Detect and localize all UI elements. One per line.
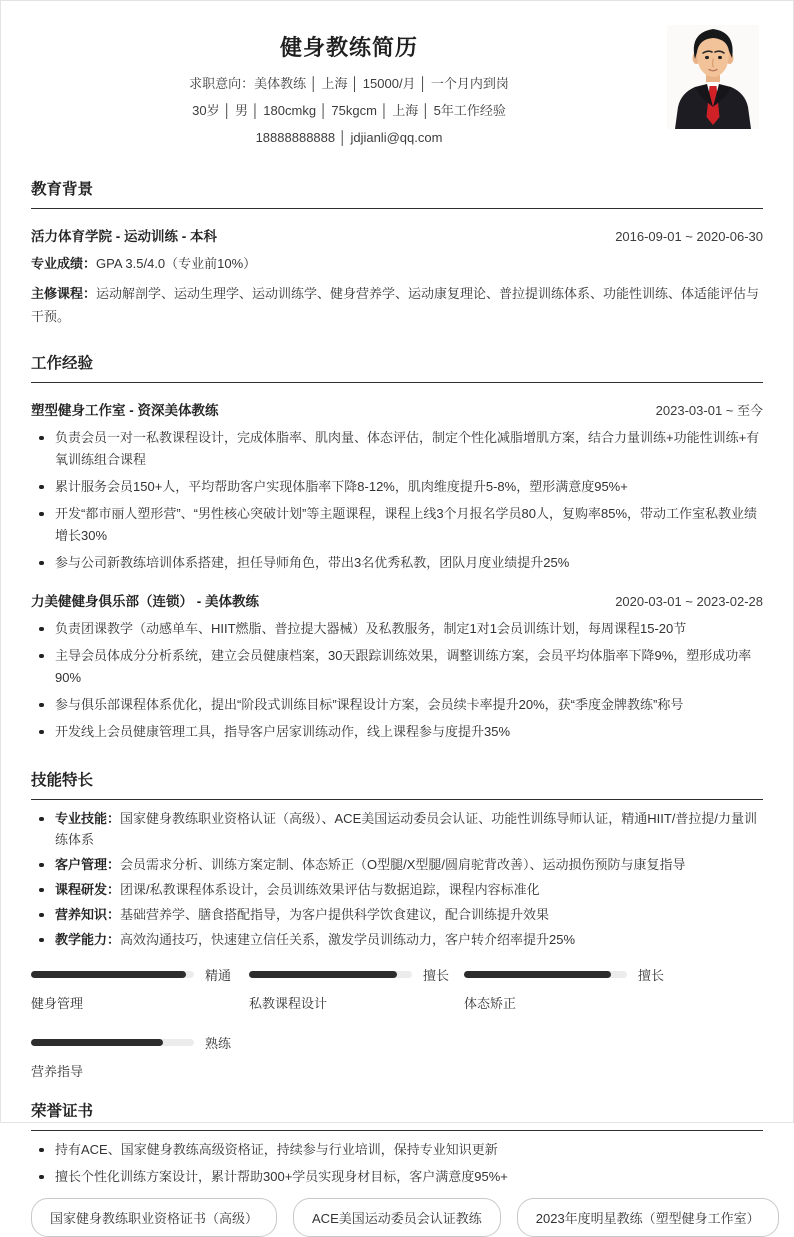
skill-bar-track (31, 1039, 194, 1046)
job-entry-head (31, 399, 763, 419)
education-entry-head (31, 225, 763, 245)
section-education (31, 177, 763, 328)
skill-bar-row (249, 965, 464, 984)
job-bullet: 主导会员体成分分析系统，建立会员健康档案，30天跟踪训练效果，调整训练方案，会员平均体脂率下降9%，塑形成功率90% (31, 645, 763, 689)
skill-bar-track (31, 971, 194, 978)
section-skills (31, 768, 763, 1080)
certificate-tag: ACE美国运动委员会认证教练 (293, 1198, 501, 1237)
certificate-tag: 2023年度明星教练（塑型健身工作室） (517, 1198, 779, 1237)
job-title: 塑型健身工作室 - 资深美体教练 (31, 403, 219, 418)
skill-bar-name: 健身管理 (31, 996, 84, 1011)
skill-bar-fill (31, 971, 186, 978)
page-title: 健身教练简历 (279, 35, 418, 60)
section-honors (31, 1099, 763, 1237)
skill-text: 基础营养学、膳食搭配指导，为客户提供科学饮食建议，配合训练提升效果 (120, 907, 550, 922)
job-bullet: 开发“都市丽人塑形营”、“男性核心突破计划”等主题课程，课程上线3个月报名学员80人，复购率85%，带动工作室私教业绩增长30% (31, 503, 763, 547)
gpa-label: 专业成绩： (31, 256, 97, 271)
contact-line-phone-email: 18888888888 │ jdjianli@qq.com (255, 130, 443, 145)
skill-bar-name: 私教课程设计 (249, 996, 328, 1011)
skill-label: 营养知识： (55, 907, 121, 922)
profile-photo (667, 25, 759, 129)
section-title-work: 工作经验 (31, 351, 763, 383)
job-title: 力美健健身俱乐部（连锁） - 美体教练 (31, 594, 259, 609)
skill-bar-name: 体态矫正 (464, 996, 517, 1011)
job-entry-1 (31, 399, 763, 574)
header-text-block (31, 25, 667, 151)
skill-bullet (31, 879, 763, 900)
gpa-value: GPA 3.5/4.0（专业前10%） (96, 256, 257, 271)
skill-level-label: 擅长 (423, 968, 450, 983)
skill-label: 教学能力： (55, 932, 121, 947)
person-portrait-illustration (667, 25, 759, 129)
courses-label: 主修课程： (31, 286, 97, 301)
skill-bar-fill (464, 971, 611, 978)
skill-bar-row (31, 1033, 249, 1052)
skill-bar-track (464, 971, 627, 978)
skill-bar-item (464, 965, 763, 1012)
job-bullet: 累计服务会员150+人，平均帮助客户实现体脂率下降8-12%，肌肉维度提升5-8%，塑形满意度95%+ (31, 476, 763, 498)
skill-text: 高效沟通技巧，快速建立信任关系，激发学员训练动力，客户转介绍率提升25% (120, 932, 576, 947)
skill-bullet (31, 854, 763, 875)
contact-line-profile: 30岁 │ 男 │ 180cmkg │ 75kgcm │ 上海 │ 5年工作经验 (192, 103, 506, 118)
skill-bullet (31, 904, 763, 925)
education-courses-line (31, 282, 763, 328)
section-title-skills: 技能特长 (31, 768, 763, 800)
skill-bar-item (249, 965, 464, 1012)
skill-bar-row (464, 965, 763, 984)
job-bullet-list (31, 618, 763, 743)
skill-bullet (31, 808, 763, 850)
job-bullet: 负责团课教学（动感单车、HIIT燃脂、普拉提大器械）及私教服务，制定1对1会员训练计划，每周课程15-20节 (31, 618, 763, 640)
section-title-honors: 荣誉证书 (31, 1099, 763, 1131)
job-bullet: 开发线上会员健康管理工具，指导客户居家训练动作，线上课程参与度提升35% (31, 721, 763, 743)
job-date: 2023-03-01 ~ 至今 (655, 403, 763, 418)
section-title-education: 教育背景 (31, 177, 763, 209)
skill-text: 会员需求分析、训练方案定制、体态矫正（O型腿/X型腿/圆肩驼背改善）、运动损伤预防与康复指导 (120, 857, 686, 872)
education-date: 2016-09-01 ~ 2020-06-30 (615, 229, 763, 244)
skill-label: 客户管理： (55, 857, 121, 872)
job-bullet-list (31, 427, 763, 574)
skill-label: 课程研发： (55, 882, 121, 897)
skill-bar-item (31, 965, 249, 1012)
certificate-tag-list (31, 1198, 763, 1237)
skill-bar-name: 营养指导 (31, 1064, 84, 1079)
skill-text: 团课/私教课程体系设计，会员训练效果评估与数据追踪，课程内容标准化 (120, 882, 540, 897)
certificate-tag: 国家健身教练职业资格证书（高级） (31, 1198, 277, 1237)
skill-bullet (31, 929, 763, 950)
honor-bullet: 持有ACE、国家健身教练高级资格证，持续参与行业培训，保持专业知识更新 (31, 1139, 763, 1161)
contact-line-intention: 求职意向：美体教练 │ 上海 │ 15000/月 │ 一个月内到岗 (189, 76, 509, 91)
honor-bullet-list (31, 1139, 763, 1188)
job-date: 2020-03-01 ~ 2023-02-28 (615, 594, 763, 609)
job-bullet: 参与俱乐部课程体系优化，提出“阶段式训练目标”课程设计方案，会员续卡率提升20%，获“季度金牌教练”称号 (31, 694, 763, 716)
skill-bar-track (249, 971, 412, 978)
job-entry-head (31, 590, 763, 610)
skill-bar-row (31, 965, 249, 984)
education-gpa-line (31, 252, 763, 275)
skill-level-label: 精通 (205, 968, 232, 983)
skill-bar-grid (31, 965, 763, 1080)
resume-header (31, 1, 763, 151)
honor-bullet: 擅长个性化训练方案设计，累计帮助300+学员实现身材目标，客户满意度95%+ (31, 1166, 763, 1188)
section-work (31, 351, 763, 743)
skill-bar-item (31, 1033, 249, 1080)
skill-bar-fill (249, 971, 397, 978)
skill-bar-fill (31, 1039, 163, 1046)
skill-label: 专业技能： (55, 811, 121, 826)
school-name: 活力体育学院 - 运动训练 - 本科 (31, 229, 217, 244)
courses-value: 运动解剖学、运动生理学、运动训练学、健身营养学、运动康复理论、普拉提训练体系、功能性训练、体适能评估与干预。 (31, 286, 760, 324)
job-entry-2 (31, 590, 763, 743)
skill-level-label: 熟练 (205, 1036, 232, 1051)
job-bullet: 参与公司新教练培训体系搭建，担任导师角色，带出3名优秀私教，团队月度业绩提升25% (31, 552, 763, 574)
skill-level-label: 擅长 (638, 968, 665, 983)
skill-text: 国家健身教练职业资格认证（高级）、ACE美国运动委员会认证、功能性训练导师认证，精通HIIT/普拉提/力量训练体系 (55, 811, 758, 847)
skill-bullet-list (31, 808, 763, 950)
job-bullet: 负责会员一对一私教课程设计，完成体脂率、肌肉量、体态评估，制定个性化减脂增肌方案，结合力量训练+功能性训练+有氧训练组合课程 (31, 427, 763, 471)
